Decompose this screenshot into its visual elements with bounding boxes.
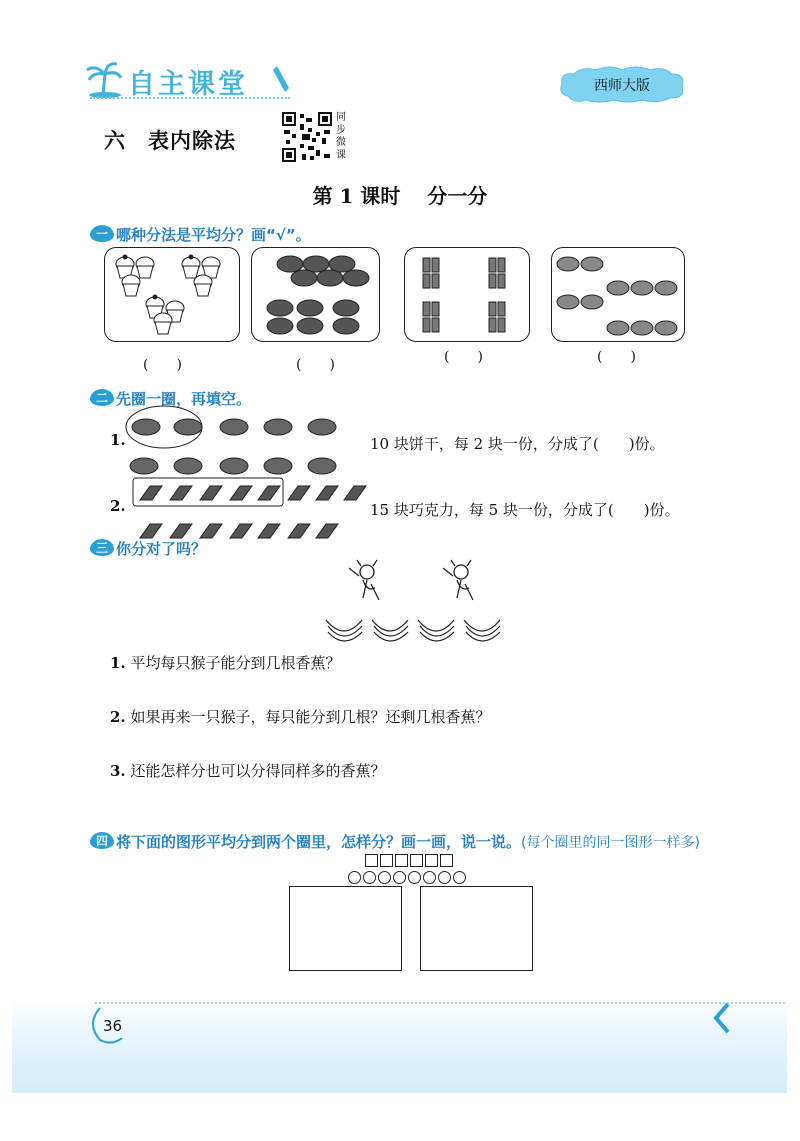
drinks-illustration: [405, 248, 529, 341]
section4-note: (每个圈里的同一图形一样多): [521, 835, 700, 851]
section1-heading: [90, 224, 311, 245]
section4-number: 四: [90, 832, 114, 849]
footer-divider: [95, 1002, 785, 1004]
item-number: 1.: [110, 431, 126, 449]
square-shape: [380, 854, 393, 867]
circle-shape: [408, 871, 421, 884]
section3-title: 你分对了吗？: [116, 540, 207, 558]
picture-box-bread: [251, 247, 380, 342]
section3-number: 三: [90, 539, 114, 556]
circle-shape: [363, 871, 376, 884]
question-3: 3. 还能怎样分也可以分得同样多的香蕉？: [110, 762, 386, 780]
item-number: 2.: [110, 497, 126, 515]
burgers-illustration: [552, 248, 684, 341]
answer-blank-2[interactable]: ( ): [296, 357, 335, 373]
header-divider: [90, 97, 290, 99]
circle-shape: [423, 871, 436, 884]
answer-blank-1[interactable]: ( ): [143, 357, 182, 373]
square-shape: [410, 854, 423, 867]
section4-title: 将下面的图形平均分到两个圈里，怎样分？画一画，说一说。: [116, 833, 522, 851]
qr-code: [282, 112, 332, 162]
chevron-left-icon: [712, 1002, 732, 1034]
picture-box-cupcakes: [104, 247, 240, 342]
cupcakes-illustration: [105, 248, 239, 341]
drawing-circle-right[interactable]: [420, 886, 533, 971]
circle-shape: [348, 871, 361, 884]
edition-label: 西师大版: [594, 78, 650, 94]
item2-text: 15 块巧克力，每 5 块一份，分成了( )份。: [370, 501, 680, 519]
drawing-circle-left[interactable]: [289, 886, 402, 971]
circle-shape: [453, 871, 466, 884]
chapter-title: 六 表内除法: [104, 129, 236, 153]
square-shape: [395, 854, 408, 867]
lesson-title: 第 1 课时 分一分: [312, 184, 488, 208]
footer-band: [12, 998, 787, 1093]
square-shape: [425, 854, 438, 867]
brand-title: 自主课堂: [128, 69, 248, 100]
section2-title: 先圈一圈，再填空。: [116, 390, 252, 408]
page-number: 36: [103, 1017, 123, 1035]
bananas-illustration: [322, 612, 507, 646]
section2-number: 二: [90, 389, 114, 406]
qr-caption: 同 步 微 课: [336, 112, 346, 161]
square-shape: [365, 854, 378, 867]
biscuits-illustration: [124, 405, 344, 480]
picture-box-burgers: [551, 247, 685, 342]
circle-shape: [438, 871, 451, 884]
answer-blank-3[interactable]: ( ): [444, 349, 483, 365]
section1-number: 一: [90, 225, 114, 242]
circle-shape: [393, 871, 406, 884]
square-shape: [440, 854, 453, 867]
picture-box-drinks: [404, 247, 530, 342]
chocolates-illustration: [130, 476, 380, 544]
circle-shape: [378, 871, 391, 884]
bread-illustration: [252, 248, 379, 341]
question-1: 1. 平均每只猴子能分到几根香蕉？: [110, 654, 341, 672]
section1-title: 哪种分法是平均分？画“√”。: [116, 226, 311, 244]
item1-text: 10 块饼干，每 2 块一份，分成了( )份。: [370, 435, 665, 453]
section3-heading: [90, 538, 206, 559]
answer-blank-4[interactable]: ( ): [597, 349, 636, 365]
section4-heading: [90, 831, 720, 852]
question-2: 2. 如果再来一只猴子，每只能分到几根？还剩几根香蕉？: [110, 708, 491, 726]
monkeys-illustration: [345, 558, 495, 606]
